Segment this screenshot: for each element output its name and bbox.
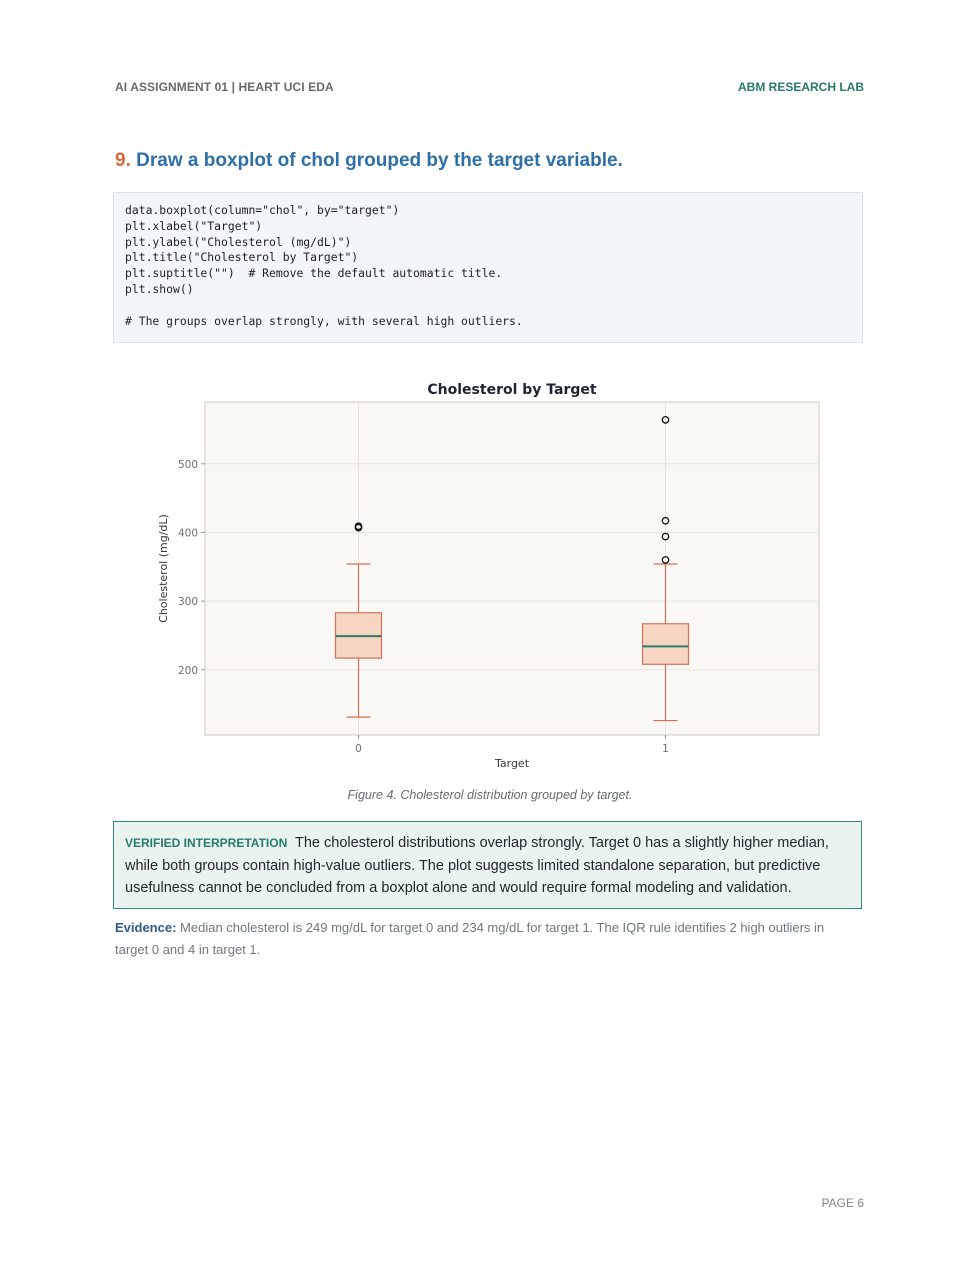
- header-assignment-title: AI ASSIGNMENT 01 | HEART UCI EDA: [115, 80, 334, 94]
- section-title-text: Draw a boxplot of chol grouped by the target variable.: [136, 150, 623, 171]
- chart-svg: [150, 375, 840, 780]
- x-tick-label: 1: [662, 743, 669, 755]
- page-number: PAGE 6: [821, 1196, 864, 1210]
- evidence-label: Evidence:: [115, 920, 177, 935]
- figure-caption: Figure 4. Cholesterol distribution grouped by target.: [347, 788, 633, 802]
- header-lab-name: ABM RESEARCH LAB: [738, 80, 864, 94]
- box-iqr: [643, 624, 689, 665]
- y-tick-label: 500: [177, 458, 198, 471]
- evidence-paragraph: [115, 917, 845, 961]
- y-axis-label: Cholesterol (mg/dL): [157, 514, 170, 623]
- code-block: data.boxplot(column="chol", by="target") plt.xlabel("Target") plt.ylabel("Cholesterol (mg/dL)") plt.title("Cholesterol by Target") plt.suptitle("") # Remove the default automatic title. plt.show() # The groups overlap strongly, with several high outliers.: [113, 192, 863, 343]
- interpretation-box: [113, 821, 862, 909]
- x-axis-label: Target: [494, 757, 530, 770]
- y-tick-label: 200: [177, 664, 198, 677]
- y-tick-label: 400: [177, 527, 198, 540]
- interpretation-text: The cholesterol distributions overlap strongly. Target 0 has a slightly higher median, while both groups contain high-value outliers. The plot suggests limited standalone separation, but predictive usefulness cannot be concluded from a boxplot alone and would require formal modeling and validation.: [125, 835, 829, 896]
- chart-title: Cholesterol by Target: [427, 382, 597, 398]
- section-number: 9.: [115, 150, 131, 171]
- boxplot-chart: [150, 375, 840, 780]
- plot-area: [205, 402, 819, 735]
- interpretation-label: VERIFIED INTERPRETATION: [125, 836, 288, 850]
- x-tick-label: 0: [355, 743, 362, 755]
- section-heading: [115, 150, 623, 172]
- y-tick-label: 300: [177, 596, 198, 609]
- evidence-text: Median cholesterol is 249 mg/dL for target 0 and 234 mg/dL for target 1. The IQR rule identifies 2 high outliers in target 0 and 4 in target 1.: [115, 920, 825, 957]
